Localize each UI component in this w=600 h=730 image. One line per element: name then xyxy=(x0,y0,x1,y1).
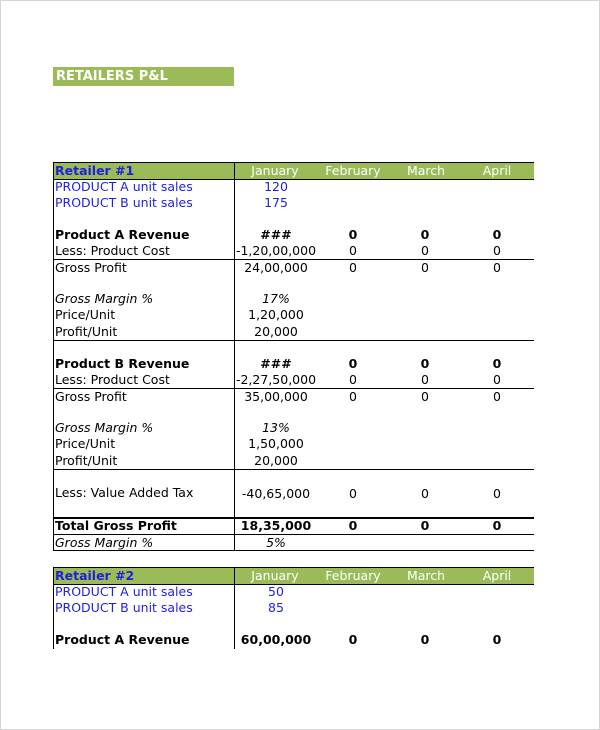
r1-a-cost-label: Less: Product Cost xyxy=(55,243,170,258)
r2-a-revenue: 60,00,000 xyxy=(240,632,312,647)
r1-tgp-feb: 0 xyxy=(348,518,358,533)
r1-b-gp: 35,00,000 xyxy=(244,389,308,404)
r1-a-price-label: Price/Unit xyxy=(55,307,116,322)
r2-month-march: March xyxy=(406,568,446,583)
r1-a-gp: 24,00,000 xyxy=(244,260,308,275)
r1-a-revenue-feb: 0 xyxy=(348,227,358,242)
r1-a-revenue-mar: 0 xyxy=(420,227,430,242)
r1-a-profit: 20,000 xyxy=(254,324,298,339)
r1-b-gp-feb: 0 xyxy=(349,389,357,404)
r1-tgp-mar: 0 xyxy=(420,518,430,533)
r1-a-revenue-apr: 0 xyxy=(492,227,502,242)
r1-b-revenue: ### xyxy=(260,356,292,371)
grid-line xyxy=(53,469,534,470)
grid-line xyxy=(53,567,54,649)
r1-a-price: 1,20,000 xyxy=(248,307,304,322)
r1-tgp-apr: 0 xyxy=(492,518,502,533)
r1-a-cost-apr: 0 xyxy=(493,243,501,258)
retailer2-name: Retailer #2 xyxy=(55,568,135,583)
r2-a-revenue-apr: 0 xyxy=(492,632,502,647)
r2-prodb-units-label: PRODUCT B unit sales xyxy=(55,600,193,615)
r1-b-gp-apr: 0 xyxy=(493,389,501,404)
r1-a-gp-apr: 0 xyxy=(493,260,501,275)
r2-a-revenue-label: Product A Revenue xyxy=(55,632,190,647)
r1-a-gm: 17% xyxy=(262,291,290,306)
r1-tgp: 18,35,000 xyxy=(240,518,312,533)
r1-b-cost: -2,27,50,000 xyxy=(235,372,317,387)
r1-a-cost: -1,20,00,000 xyxy=(235,243,317,258)
r2-month-april: April xyxy=(482,568,512,583)
r1-b-gp-mar: 0 xyxy=(421,389,429,404)
r2-a-revenue-mar: 0 xyxy=(420,632,430,647)
r1-proda-units: 120 xyxy=(264,179,288,194)
r1-a-gm-label: Gross Margin % xyxy=(55,291,154,306)
r2-proda-units: 50 xyxy=(268,584,284,599)
r1-a-gp-label: Gross Profit xyxy=(55,260,127,275)
grid-line xyxy=(53,340,534,341)
r2-prodb-units: 85 xyxy=(268,600,284,615)
month-march: March xyxy=(406,163,446,178)
month-february: February xyxy=(325,163,381,178)
r1-a-cost-mar: 0 xyxy=(421,243,429,258)
r1-vat-apr: 0 xyxy=(493,486,501,501)
month-january: January xyxy=(251,163,299,178)
r1-a-revenue-label: Product A Revenue xyxy=(55,227,190,242)
r1-b-profit-label: Profit/Unit xyxy=(55,453,118,468)
r1-a-revenue: ### xyxy=(260,227,292,242)
r1-tgp-label: Total Gross Profit xyxy=(55,518,177,533)
grid-line xyxy=(53,550,534,551)
retailer1-name: Retailer #1 xyxy=(55,163,135,178)
r1-b-profit: 20,000 xyxy=(254,453,298,468)
r2-a-revenue-feb: 0 xyxy=(348,632,358,647)
r1-vat: -40,65,000 xyxy=(241,486,311,501)
r1-b-gm-label: Gross Margin % xyxy=(55,420,154,435)
r2-proda-units-label: PRODUCT A unit sales xyxy=(55,584,193,599)
r1-a-cost-feb: 0 xyxy=(349,243,357,258)
r1-b-revenue-label: Product B Revenue xyxy=(55,356,190,371)
grid-line xyxy=(53,162,54,551)
r1-tgm-label: Gross Margin % xyxy=(55,535,154,550)
page-title: RETAILERS P&L xyxy=(53,67,234,86)
r1-b-revenue-mar: 0 xyxy=(420,356,430,371)
r1-vat-mar: 0 xyxy=(421,486,429,501)
r1-proda-units-label: PRODUCT A unit sales xyxy=(55,179,193,194)
r1-prodb-units-label: PRODUCT B unit sales xyxy=(55,195,193,210)
r1-b-gm: 13% xyxy=(262,420,290,435)
r2-month-january: January xyxy=(251,568,299,583)
r1-tgm: 5% xyxy=(266,535,286,550)
r1-prodb-units: 175 xyxy=(264,195,288,210)
r1-b-cost-apr: 0 xyxy=(493,372,501,387)
r1-b-revenue-apr: 0 xyxy=(492,356,502,371)
r1-b-cost-feb: 0 xyxy=(349,372,357,387)
r1-b-cost-label: Less: Product Cost xyxy=(55,372,170,387)
r1-b-cost-mar: 0 xyxy=(421,372,429,387)
r1-vat-feb: 0 xyxy=(349,486,357,501)
r1-b-price: 1,50,000 xyxy=(248,436,304,451)
r1-a-gp-feb: 0 xyxy=(349,260,357,275)
r1-b-gp-label: Gross Profit xyxy=(55,389,127,404)
r1-a-gp-mar: 0 xyxy=(421,260,429,275)
r1-a-profit-label: Profit/Unit xyxy=(55,324,118,339)
r1-b-revenue-feb: 0 xyxy=(348,356,358,371)
r1-vat-label: Less: Value Added Tax xyxy=(55,485,194,500)
month-april: April xyxy=(482,163,512,178)
r1-b-price-label: Price/Unit xyxy=(55,436,116,451)
r2-month-february: February xyxy=(325,568,381,583)
